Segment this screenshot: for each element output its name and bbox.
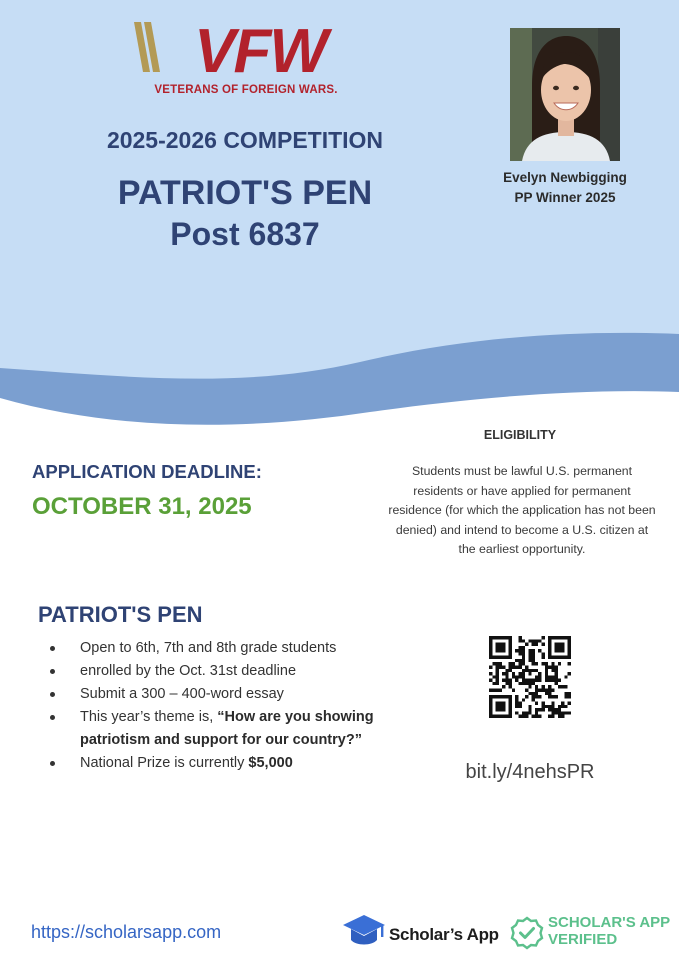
qr-module xyxy=(519,649,522,652)
qr-module xyxy=(505,682,508,685)
qr-module xyxy=(561,715,564,718)
qr-module xyxy=(505,675,508,678)
qr-module xyxy=(555,666,558,669)
qr-module xyxy=(551,669,554,672)
bullet-dot-icon xyxy=(50,646,55,651)
qr-module xyxy=(568,672,571,675)
qr-module xyxy=(522,652,525,655)
winner-title: PP Winner 2025 xyxy=(514,190,616,205)
qr-module xyxy=(555,711,558,714)
qr-module xyxy=(548,705,551,708)
qr-module xyxy=(522,639,525,642)
qr-module xyxy=(496,669,499,672)
qr-module xyxy=(545,692,548,695)
qr-module xyxy=(489,666,492,669)
qr-module xyxy=(548,675,551,678)
qr-module xyxy=(522,662,525,665)
qr-module xyxy=(496,675,499,678)
qr-module xyxy=(532,649,535,652)
page-title: PATRIOT'S PEN xyxy=(117,174,373,212)
qr-module xyxy=(522,669,525,672)
deadline-date: OCTOBER 31, 2025 xyxy=(32,493,252,520)
qr-module xyxy=(532,656,535,659)
qr-module xyxy=(528,679,531,682)
qr-module xyxy=(538,715,541,718)
qr-module xyxy=(515,702,518,705)
qr-module xyxy=(525,695,528,698)
bullet-dot-icon xyxy=(50,715,55,720)
qr-module xyxy=(555,675,558,678)
list-item xyxy=(42,706,402,752)
qr-module xyxy=(541,643,544,646)
qr-module xyxy=(551,705,554,708)
qr-module xyxy=(535,692,538,695)
qr-module xyxy=(509,679,512,682)
qr-module xyxy=(558,679,561,682)
qr-module xyxy=(564,675,567,678)
qr-module xyxy=(525,715,528,718)
qr-module xyxy=(512,675,515,678)
qr-module xyxy=(528,652,531,655)
qr-module xyxy=(499,688,502,691)
qr-module xyxy=(532,692,535,695)
qr-module xyxy=(522,659,525,662)
qr-module xyxy=(525,679,528,682)
competition-year: 2025-2026 COMPETITION xyxy=(106,127,384,153)
qr-module xyxy=(535,702,538,705)
qr-module xyxy=(535,669,538,672)
qr-module xyxy=(515,711,518,714)
qr-module xyxy=(528,711,531,714)
qr-module xyxy=(532,715,535,718)
qr-module xyxy=(499,666,502,669)
qr-module xyxy=(515,705,518,708)
qr-module xyxy=(519,636,522,639)
qr-module xyxy=(509,682,512,685)
qr-module xyxy=(509,669,512,672)
qr-module xyxy=(541,662,544,665)
qr-module xyxy=(532,652,535,655)
qr-module xyxy=(515,659,518,662)
qr-module xyxy=(519,672,522,675)
qr-module xyxy=(525,682,528,685)
qr-module xyxy=(564,692,567,695)
qr-module xyxy=(519,705,522,708)
bullet-text: Open to 6th, 7th and 8th grade students xyxy=(80,640,337,656)
theme-prefix: This year’s theme is, xyxy=(80,708,218,725)
list-item xyxy=(42,660,402,683)
qr-module xyxy=(512,662,515,665)
qr-module xyxy=(541,708,544,711)
qr-module xyxy=(545,675,548,678)
qr-module xyxy=(551,702,554,705)
qr-module xyxy=(522,646,525,649)
qr-module xyxy=(528,692,531,695)
qr-module xyxy=(515,666,518,669)
qr-module xyxy=(492,682,495,685)
qr-module xyxy=(512,688,515,691)
qr-module xyxy=(519,682,522,685)
qr-module xyxy=(535,662,538,665)
qr-module xyxy=(564,711,567,714)
bullet-dot-icon xyxy=(50,692,55,697)
qr-module xyxy=(532,659,535,662)
qr-module xyxy=(538,649,541,652)
qr-module xyxy=(535,695,538,698)
qr-module xyxy=(519,662,522,665)
list-item xyxy=(42,683,402,706)
bullet-dot-icon xyxy=(50,761,55,766)
qr-module xyxy=(515,698,518,701)
qr-module xyxy=(515,695,518,698)
verified-label-line1: SCHOLAR'S APP xyxy=(548,914,671,931)
qr-module xyxy=(528,685,531,688)
qr-module xyxy=(522,698,525,701)
qr-module xyxy=(555,679,558,682)
qr-module xyxy=(512,666,515,669)
qr-module xyxy=(551,695,554,698)
qr-module xyxy=(522,679,525,682)
winner-photo xyxy=(510,28,620,161)
qr-module xyxy=(535,679,538,682)
qr-module xyxy=(525,711,528,714)
qr-module xyxy=(568,711,571,714)
qr-module xyxy=(551,666,554,669)
qr-module xyxy=(545,679,548,682)
qr-module xyxy=(555,669,558,672)
theme-question: “How are you showing patriotism and support for our country?” xyxy=(80,708,374,748)
qr-module xyxy=(545,672,548,675)
qr-module xyxy=(492,675,495,678)
website-link[interactable]: https://scholarsapp.com xyxy=(31,922,222,942)
qr-module xyxy=(489,679,492,682)
bullet-dot-icon xyxy=(50,669,55,674)
verified-label-line2: VERIFIED xyxy=(548,931,618,948)
qr-module xyxy=(489,688,492,691)
qr-code[interactable] xyxy=(489,636,571,718)
qr-module xyxy=(505,669,508,672)
qr-module xyxy=(541,685,544,688)
qr-module xyxy=(564,695,567,698)
qr-module xyxy=(568,695,571,698)
qr-module xyxy=(532,695,535,698)
qr-module xyxy=(568,692,571,695)
vfw-logo-text: VFW xyxy=(194,18,326,86)
qr-module xyxy=(519,652,522,655)
qr-module xyxy=(505,679,508,682)
qr-module xyxy=(564,685,567,688)
bullet-text: Submit a 300 – 400-word essay xyxy=(80,685,284,702)
qr-module xyxy=(512,672,515,675)
qr-module xyxy=(532,669,535,672)
qr-module xyxy=(538,672,541,675)
qr-module xyxy=(558,715,561,718)
qr-module xyxy=(564,705,567,708)
qr-module xyxy=(489,672,492,675)
qr-module xyxy=(568,662,571,665)
qr-module xyxy=(558,708,561,711)
qr-module xyxy=(535,688,538,691)
qr-module xyxy=(528,656,531,659)
program-bullet-list xyxy=(42,637,402,774)
qr-module xyxy=(548,688,551,691)
qr-module xyxy=(499,662,502,665)
qr-module xyxy=(561,685,564,688)
qr-module xyxy=(496,666,499,669)
qr-module xyxy=(551,675,554,678)
qr-module xyxy=(538,639,541,642)
qr-module xyxy=(545,662,548,665)
qr-module xyxy=(558,705,561,708)
qr-module xyxy=(541,702,544,705)
qr-module xyxy=(519,715,522,718)
qr-module xyxy=(535,708,538,711)
graduation-cap-icon xyxy=(342,913,386,949)
qr-module xyxy=(541,688,544,691)
qr-module xyxy=(548,666,551,669)
qr-module xyxy=(555,682,558,685)
qr-module xyxy=(535,643,538,646)
scholars-app-brand: Scholar’s App xyxy=(389,925,499,944)
qr-module xyxy=(525,643,528,646)
qr-module xyxy=(528,669,531,672)
qr-module xyxy=(515,679,518,682)
qr-module xyxy=(522,656,525,659)
qr-module xyxy=(548,692,551,695)
qr-module xyxy=(522,711,525,714)
qr-module xyxy=(548,708,551,711)
qr-module xyxy=(551,708,554,711)
qr-module xyxy=(519,639,522,642)
qr-module xyxy=(561,711,564,714)
qr-module xyxy=(548,695,551,698)
qr-module xyxy=(561,702,564,705)
qr-module xyxy=(492,662,495,665)
eligibility-heading: ELIGIBILITY xyxy=(483,428,557,442)
qr-module xyxy=(551,711,554,714)
qr-module xyxy=(515,675,518,678)
qr-module xyxy=(528,705,531,708)
qr-module xyxy=(519,646,522,649)
qr-module xyxy=(528,672,531,675)
qr-module xyxy=(528,649,531,652)
qr-module xyxy=(555,695,558,698)
qr-module xyxy=(535,639,538,642)
winner-name: Evelyn Newbigging xyxy=(503,170,627,185)
qr-module xyxy=(505,672,508,675)
prize-amount: $5,000 xyxy=(248,754,293,771)
qr-module xyxy=(551,715,554,718)
qr-module xyxy=(535,685,538,688)
vfw-tagline: VETERANS OF FOREIGN WARS. xyxy=(154,84,338,96)
qr-module xyxy=(548,679,551,682)
qr-module xyxy=(528,659,531,662)
post-number: Post 6837 xyxy=(170,216,320,252)
qr-module xyxy=(541,656,544,659)
qr-module xyxy=(528,639,531,642)
qr-module xyxy=(558,662,561,665)
qr-module xyxy=(541,705,544,708)
qr-module xyxy=(519,675,522,678)
qr-module xyxy=(545,669,548,672)
short-link[interactable]: bit.ly/4nehsPR xyxy=(465,761,595,783)
qr-module xyxy=(522,675,525,678)
qr-module xyxy=(502,666,505,669)
qr-module xyxy=(528,708,531,711)
qr-module xyxy=(525,669,528,672)
qr-module xyxy=(496,672,499,675)
qr-module xyxy=(538,679,541,682)
qr-module xyxy=(509,685,512,688)
qr-module xyxy=(538,695,541,698)
qr-module xyxy=(558,711,561,714)
qr-module xyxy=(532,643,535,646)
qr-module xyxy=(538,708,541,711)
qr-module xyxy=(532,679,535,682)
qr-module xyxy=(538,688,541,691)
qr-module xyxy=(535,715,538,718)
qr-module xyxy=(551,679,554,682)
qr-module xyxy=(532,682,535,685)
verified-check-icon xyxy=(510,916,544,950)
qr-module xyxy=(519,702,522,705)
qr-module xyxy=(522,682,525,685)
qr-module xyxy=(509,662,512,665)
list-item xyxy=(42,752,402,775)
qr-module xyxy=(538,675,541,678)
qr-module xyxy=(502,679,505,682)
qr-module xyxy=(528,682,531,685)
qr-module xyxy=(555,672,558,675)
qr-module xyxy=(522,672,525,675)
qr-module xyxy=(515,649,518,652)
qr-module xyxy=(509,666,512,669)
qr-module xyxy=(519,666,522,669)
qr-module xyxy=(496,679,499,682)
qr-module xyxy=(568,702,571,705)
qr-module xyxy=(548,715,551,718)
qr-module xyxy=(545,666,548,669)
program-heading: PATRIOT'S PEN xyxy=(38,602,203,627)
qr-module xyxy=(541,636,544,639)
deadline-label: APPLICATION DEADLINE: xyxy=(32,461,262,482)
qr-module xyxy=(535,711,538,714)
qr-module xyxy=(548,685,551,688)
qr-module xyxy=(532,662,535,665)
qr-module xyxy=(551,688,554,691)
qr-module xyxy=(545,688,548,691)
bullet-text: enrolled by the Oct. 31st deadline xyxy=(80,662,297,679)
qr-module xyxy=(532,639,535,642)
qr-module xyxy=(561,705,564,708)
qr-module xyxy=(541,652,544,655)
qr-module xyxy=(496,688,499,691)
qr-module xyxy=(525,666,528,669)
qr-module xyxy=(551,662,554,665)
qr-module xyxy=(545,705,548,708)
qr-module xyxy=(492,688,495,691)
qr-module xyxy=(532,698,535,701)
qr-module xyxy=(502,685,505,688)
qr-module xyxy=(496,662,499,665)
qr-module xyxy=(522,715,525,718)
qr-module xyxy=(555,708,558,711)
list-item xyxy=(42,637,402,660)
prize-prefix: National Prize is currently xyxy=(80,754,249,771)
qr-module xyxy=(519,659,522,662)
qr-module xyxy=(525,688,528,691)
qr-module xyxy=(558,685,561,688)
qr-module xyxy=(522,649,525,652)
qr-module xyxy=(535,675,538,678)
eligibility-text: Students must be lawful U.S. permanent residents or have applied for permanent residence (for which the application has not been denied) and intend to become a U.S. citizen at the earliest opportunity. xyxy=(388,464,656,557)
qr-module xyxy=(502,672,505,675)
qr-module xyxy=(496,682,499,685)
